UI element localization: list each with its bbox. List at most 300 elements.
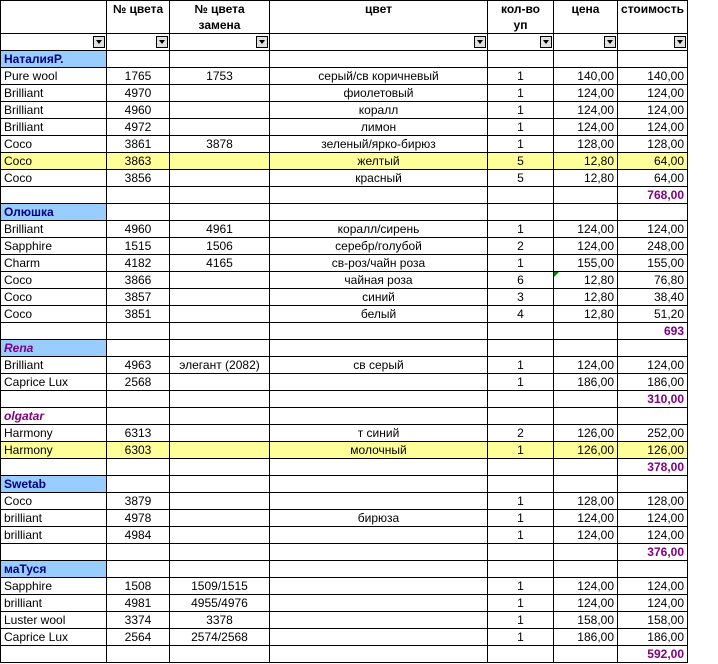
empty-cell[interactable] bbox=[554, 340, 618, 357]
filter-cell bbox=[618, 34, 688, 51]
color-number-cell[interactable]: 3879 bbox=[107, 493, 170, 510]
price-cell[interactable]: 12,80 bbox=[554, 289, 618, 306]
quantity-cell[interactable]: 5 bbox=[488, 170, 554, 187]
total-cost-cell[interactable]: 378,00 bbox=[618, 459, 688, 476]
color-number-cell[interactable]: 3857 bbox=[107, 289, 170, 306]
empty-cell[interactable] bbox=[488, 561, 554, 578]
replacement-cell[interactable]: 4961 bbox=[170, 221, 270, 238]
product-cell[interactable]: Caprice Lux bbox=[1, 374, 107, 391]
color-name-cell[interactable]: синий bbox=[270, 289, 488, 306]
color-number-cell[interactable]: 3866 bbox=[107, 272, 170, 289]
total-cost-cell[interactable]: 592,00 bbox=[618, 646, 688, 663]
table-row bbox=[1, 170, 688, 187]
price-cell[interactable]: 12,80 bbox=[554, 272, 618, 289]
replacement-cell[interactable]: 1506 bbox=[170, 238, 270, 255]
customer-name[interactable]: Swetab bbox=[1, 476, 107, 493]
quantity-cell[interactable]: 1 bbox=[488, 119, 554, 136]
empty-cell[interactable] bbox=[270, 476, 488, 493]
total-row bbox=[1, 187, 688, 204]
quantity-cell[interactable]: 1 bbox=[488, 629, 554, 646]
cost-cell[interactable]: 186,00 bbox=[618, 629, 688, 646]
quantity-cell[interactable]: 1 bbox=[488, 374, 554, 391]
quantity-cell[interactable]: 3 bbox=[488, 289, 554, 306]
product-cell[interactable]: brilliant bbox=[1, 527, 107, 544]
quantity-cell[interactable]: 1 bbox=[488, 442, 554, 459]
empty-cell[interactable] bbox=[170, 408, 270, 425]
header-color-replacement: № цвета bbox=[170, 1, 270, 18]
price-cell[interactable]: 124,00 bbox=[554, 527, 618, 544]
empty-cell[interactable] bbox=[554, 544, 618, 561]
quantity-cell[interactable]: 1 bbox=[488, 578, 554, 595]
replacement-cell[interactable] bbox=[170, 153, 270, 170]
table-row bbox=[1, 85, 688, 102]
empty-cell[interactable] bbox=[1, 323, 107, 340]
total-row bbox=[1, 323, 688, 340]
filter-dropdown-icon[interactable] bbox=[604, 36, 616, 48]
color-name-cell[interactable]: фиолетовый bbox=[270, 85, 488, 102]
color-number-cell[interactable]: 4960 bbox=[107, 221, 170, 238]
empty-cell[interactable] bbox=[170, 204, 270, 221]
empty-cell[interactable] bbox=[618, 561, 688, 578]
empty-cell[interactable] bbox=[270, 187, 488, 204]
color-number-cell[interactable]: 4970 bbox=[107, 85, 170, 102]
empty-cell[interactable] bbox=[554, 459, 618, 476]
color-number-cell[interactable]: 1508 bbox=[107, 578, 170, 595]
replacement-cell[interactable]: 4165 bbox=[170, 255, 270, 272]
empty-cell[interactable] bbox=[1, 646, 107, 663]
cost-cell[interactable]: 124,00 bbox=[618, 119, 688, 136]
replacement-cell[interactable] bbox=[170, 272, 270, 289]
color-name-cell[interactable]: серый/св коричневый bbox=[270, 68, 488, 85]
cost-cell[interactable]: 186,00 bbox=[618, 374, 688, 391]
replacement-cell[interactable] bbox=[170, 119, 270, 136]
empty-cell[interactable] bbox=[488, 476, 554, 493]
header-color-number: № цвета bbox=[107, 1, 170, 18]
product-cell[interactable]: Charm bbox=[1, 255, 107, 272]
product-cell[interactable]: Coco bbox=[1, 289, 107, 306]
product-cell[interactable]: Brilliant bbox=[1, 357, 107, 374]
empty-cell[interactable] bbox=[107, 340, 170, 357]
empty-cell[interactable] bbox=[270, 391, 488, 408]
price-cell[interactable]: 124,00 bbox=[554, 595, 618, 612]
color-name-cell[interactable] bbox=[270, 595, 488, 612]
empty-cell[interactable] bbox=[107, 187, 170, 204]
quantity-cell[interactable]: 2 bbox=[488, 425, 554, 442]
product-cell[interactable]: Pure wool bbox=[1, 68, 107, 85]
quantity-cell[interactable]: 4 bbox=[488, 306, 554, 323]
empty-cell[interactable] bbox=[554, 323, 618, 340]
empty-cell[interactable] bbox=[488, 391, 554, 408]
empty-cell[interactable] bbox=[488, 646, 554, 663]
color-number-cell[interactable]: 1515 bbox=[107, 238, 170, 255]
color-name-cell[interactable]: молочный bbox=[270, 442, 488, 459]
empty-cell[interactable] bbox=[107, 408, 170, 425]
price-cell[interactable]: 186,00 bbox=[554, 629, 618, 646]
table-row bbox=[1, 68, 688, 85]
color-name-cell[interactable] bbox=[270, 374, 488, 391]
product-cell[interactable]: Coco bbox=[1, 136, 107, 153]
color-name-cell[interactable]: зеленый/ярко-бирюз bbox=[270, 136, 488, 153]
product-cell[interactable]: Harmony bbox=[1, 425, 107, 442]
replacement-cell[interactable] bbox=[170, 442, 270, 459]
empty-cell[interactable] bbox=[270, 544, 488, 561]
replacement-cell[interactable]: 2574/2568 bbox=[170, 629, 270, 646]
cost-cell[interactable]: 51,20 bbox=[618, 306, 688, 323]
empty-cell[interactable] bbox=[554, 187, 618, 204]
total-cost-cell[interactable]: 693 bbox=[618, 323, 688, 340]
empty-cell[interactable] bbox=[618, 51, 688, 68]
color-name-cell[interactable]: красный bbox=[270, 170, 488, 187]
cost-cell[interactable]: 64,00 bbox=[618, 153, 688, 170]
empty-cell[interactable] bbox=[554, 476, 618, 493]
customer-row bbox=[1, 51, 688, 68]
price-cell[interactable]: 186,00 bbox=[554, 374, 618, 391]
replacement-cell[interactable]: 3378 bbox=[170, 612, 270, 629]
empty-cell[interactable] bbox=[1, 544, 107, 561]
cost-cell[interactable]: 124,00 bbox=[618, 527, 688, 544]
empty-cell[interactable] bbox=[488, 187, 554, 204]
replacement-cell[interactable]: 1509/1515 bbox=[170, 578, 270, 595]
quantity-cell[interactable]: 1 bbox=[488, 510, 554, 527]
table-row bbox=[1, 102, 688, 119]
empty-cell[interactable] bbox=[1, 391, 107, 408]
customer-name[interactable]: olgatar bbox=[1, 408, 107, 425]
replacement-cell[interactable] bbox=[170, 85, 270, 102]
product-cell[interactable]: Luster wool bbox=[1, 612, 107, 629]
total-row bbox=[1, 391, 688, 408]
empty-cell[interactable] bbox=[170, 340, 270, 357]
empty-cell[interactable] bbox=[618, 476, 688, 493]
filter-dropdown-icon[interactable] bbox=[93, 36, 105, 48]
color-name-cell[interactable] bbox=[270, 578, 488, 595]
filter-cell bbox=[554, 34, 618, 51]
price-cell[interactable]: 124,00 bbox=[554, 85, 618, 102]
cost-cell[interactable]: 124,00 bbox=[618, 357, 688, 374]
product-cell[interactable]: Brilliant bbox=[1, 221, 107, 238]
table-row bbox=[1, 527, 688, 544]
color-number-cell[interactable]: 4960 bbox=[107, 102, 170, 119]
header-product bbox=[1, 1, 107, 18]
color-name-cell[interactable]: бирюза bbox=[270, 510, 488, 527]
customer-row bbox=[1, 408, 688, 425]
replacement-cell[interactable]: элегант (2082) bbox=[170, 357, 270, 374]
cost-cell[interactable]: 128,00 bbox=[618, 493, 688, 510]
quantity-cell[interactable]: 1 bbox=[488, 357, 554, 374]
product-cell[interactable]: Coco bbox=[1, 493, 107, 510]
empty-cell[interactable] bbox=[270, 323, 488, 340]
empty-cell[interactable] bbox=[170, 391, 270, 408]
empty-cell[interactable] bbox=[554, 408, 618, 425]
replacement-cell[interactable] bbox=[170, 374, 270, 391]
replacement-cell[interactable] bbox=[170, 510, 270, 527]
empty-cell[interactable] bbox=[488, 459, 554, 476]
table-row bbox=[1, 442, 688, 459]
header-color-replacement-2: замена bbox=[170, 17, 270, 34]
empty-cell[interactable] bbox=[170, 544, 270, 561]
quantity-cell[interactable]: 6 bbox=[488, 272, 554, 289]
quantity-cell[interactable]: 1 bbox=[488, 493, 554, 510]
price-cell[interactable]: 124,00 bbox=[554, 578, 618, 595]
empty-cell[interactable] bbox=[1, 187, 107, 204]
cost-cell[interactable]: 252,00 bbox=[618, 425, 688, 442]
quantity-cell[interactable]: 1 bbox=[488, 255, 554, 272]
empty-cell[interactable] bbox=[270, 561, 488, 578]
quantity-cell[interactable]: 2 bbox=[488, 238, 554, 255]
replacement-cell[interactable] bbox=[170, 306, 270, 323]
color-number-cell[interactable]: 3861 bbox=[107, 136, 170, 153]
quantity-cell[interactable]: 1 bbox=[488, 221, 554, 238]
filter-dropdown-icon[interactable] bbox=[156, 36, 168, 48]
total-cost-cell[interactable]: 768,00 bbox=[618, 187, 688, 204]
color-name-cell[interactable] bbox=[270, 612, 488, 629]
cost-cell[interactable]: 248,00 bbox=[618, 238, 688, 255]
empty-cell[interactable] bbox=[270, 459, 488, 476]
color-number-cell[interactable]: 4963 bbox=[107, 357, 170, 374]
filter-dropdown-icon[interactable] bbox=[540, 36, 552, 48]
product-cell[interactable]: Caprice Lux bbox=[1, 629, 107, 646]
table-row bbox=[1, 119, 688, 136]
replacement-cell[interactable] bbox=[170, 170, 270, 187]
cost-cell[interactable]: 158,00 bbox=[618, 612, 688, 629]
filter-dropdown-icon[interactable] bbox=[674, 36, 686, 48]
color-number-cell[interactable]: 4972 bbox=[107, 119, 170, 136]
color-name-cell[interactable]: серебр/голубой bbox=[270, 238, 488, 255]
price-cell[interactable]: 124,00 bbox=[554, 119, 618, 136]
table-row bbox=[1, 595, 688, 612]
quantity-cell[interactable]: 1 bbox=[488, 68, 554, 85]
product-cell[interactable]: Sapphire bbox=[1, 578, 107, 595]
color-number-cell[interactable]: 4978 bbox=[107, 510, 170, 527]
cost-cell[interactable]: 126,00 bbox=[618, 442, 688, 459]
color-number-cell[interactable]: 4182 bbox=[107, 255, 170, 272]
filter-dropdown-icon[interactable] bbox=[474, 36, 486, 48]
empty-cell[interactable] bbox=[488, 204, 554, 221]
color-name-cell[interactable]: белый bbox=[270, 306, 488, 323]
customer-name[interactable]: Rena bbox=[1, 340, 107, 357]
color-name-cell[interactable] bbox=[270, 527, 488, 544]
empty-cell[interactable] bbox=[107, 204, 170, 221]
color-name-cell[interactable]: т синий bbox=[270, 425, 488, 442]
replacement-cell[interactable] bbox=[170, 425, 270, 442]
color-number-cell[interactable]: 3851 bbox=[107, 306, 170, 323]
color-number-cell[interactable]: 4984 bbox=[107, 527, 170, 544]
table-row bbox=[1, 510, 688, 527]
empty-cell[interactable] bbox=[170, 646, 270, 663]
quantity-cell[interactable]: 1 bbox=[488, 527, 554, 544]
product-cell[interactable]: Coco bbox=[1, 306, 107, 323]
color-name-cell[interactable]: коралл bbox=[270, 102, 488, 119]
price-cell[interactable]: 12,80 bbox=[554, 306, 618, 323]
quantity-cell[interactable]: 1 bbox=[488, 595, 554, 612]
price-cell[interactable]: 140,00 bbox=[554, 68, 618, 85]
price-cell[interactable]: 155,00 bbox=[554, 255, 618, 272]
color-name-cell[interactable] bbox=[270, 493, 488, 510]
price-cell[interactable]: 128,00 bbox=[554, 493, 618, 510]
empty-cell[interactable] bbox=[107, 544, 170, 561]
price-cell[interactable]: 158,00 bbox=[554, 612, 618, 629]
color-name-cell[interactable]: св серый bbox=[270, 357, 488, 374]
table-row bbox=[1, 374, 688, 391]
product-cell[interactable]: brilliant bbox=[1, 595, 107, 612]
color-name-cell[interactable]: коралл/сирень bbox=[270, 221, 488, 238]
total-row bbox=[1, 646, 688, 663]
quantity-cell[interactable]: 1 bbox=[488, 85, 554, 102]
empty-cell[interactable] bbox=[618, 408, 688, 425]
quantity-cell[interactable]: 1 bbox=[488, 136, 554, 153]
table-row bbox=[1, 272, 688, 289]
error-indicator-icon bbox=[554, 272, 559, 277]
header-quantity-2: уп bbox=[488, 17, 554, 34]
empty-cell[interactable] bbox=[488, 340, 554, 357]
table-row bbox=[1, 221, 688, 238]
empty-cell[interactable] bbox=[107, 646, 170, 663]
empty-cell[interactable] bbox=[554, 51, 618, 68]
total-cost-cell[interactable]: 310,00 bbox=[618, 391, 688, 408]
filter-cell bbox=[1, 34, 107, 51]
product-cell[interactable]: Brilliant bbox=[1, 119, 107, 136]
filter-cell bbox=[488, 34, 554, 51]
total-row bbox=[1, 459, 688, 476]
replacement-cell[interactable]: 4955/4976 bbox=[170, 595, 270, 612]
empty-cell[interactable] bbox=[270, 51, 488, 68]
cost-cell[interactable]: 124,00 bbox=[618, 85, 688, 102]
empty-cell[interactable] bbox=[488, 408, 554, 425]
color-number-cell[interactable]: 3856 bbox=[107, 170, 170, 187]
table-row bbox=[1, 289, 688, 306]
cost-cell[interactable]: 76,80 bbox=[618, 272, 688, 289]
color-number-cell[interactable]: 1765 bbox=[107, 68, 170, 85]
cost-cell[interactable]: 155,00 bbox=[618, 255, 688, 272]
empty-cell[interactable] bbox=[270, 340, 488, 357]
empty-cell[interactable] bbox=[1, 459, 107, 476]
replacement-cell[interactable] bbox=[170, 493, 270, 510]
cost-cell[interactable]: 124,00 bbox=[618, 221, 688, 238]
quantity-cell[interactable]: 5 bbox=[488, 153, 554, 170]
color-name-cell[interactable]: лимон bbox=[270, 119, 488, 136]
cost-cell[interactable]: 124,00 bbox=[618, 595, 688, 612]
table-row bbox=[1, 136, 688, 153]
price-cell[interactable]: 126,00 bbox=[554, 442, 618, 459]
cost-cell[interactable]: 124,00 bbox=[618, 102, 688, 119]
empty-cell[interactable] bbox=[618, 204, 688, 221]
header-color: цвет bbox=[270, 1, 488, 18]
replacement-cell[interactable] bbox=[170, 289, 270, 306]
empty-cell[interactable] bbox=[554, 561, 618, 578]
total-cost-cell[interactable]: 376,00 bbox=[618, 544, 688, 561]
product-cell[interactable]: Harmony bbox=[1, 442, 107, 459]
empty-cell[interactable] bbox=[170, 561, 270, 578]
customer-row bbox=[1, 561, 688, 578]
replacement-cell[interactable]: 3878 bbox=[170, 136, 270, 153]
table-row bbox=[1, 153, 688, 170]
quantity-cell[interactable]: 1 bbox=[488, 102, 554, 119]
customer-name[interactable]: маТуся bbox=[1, 561, 107, 578]
filter-dropdown-icon[interactable] bbox=[256, 36, 268, 48]
color-name-cell[interactable]: св-роз/чайн роза bbox=[270, 255, 488, 272]
price-cell[interactable]: 124,00 bbox=[554, 221, 618, 238]
replacement-cell[interactable] bbox=[170, 102, 270, 119]
empty-cell[interactable] bbox=[270, 408, 488, 425]
price-cell[interactable]: 12,80 bbox=[554, 170, 618, 187]
product-cell[interactable]: brilliant bbox=[1, 510, 107, 527]
header-price: цена bbox=[554, 1, 618, 18]
customer-name[interactable]: НаталияР. bbox=[1, 51, 107, 68]
empty-cell[interactable] bbox=[270, 204, 488, 221]
header-quantity: кол-во bbox=[488, 1, 554, 18]
color-number-cell[interactable]: 2564 bbox=[107, 629, 170, 646]
empty-cell[interactable] bbox=[488, 323, 554, 340]
cost-cell[interactable]: 124,00 bbox=[618, 510, 688, 527]
empty-cell[interactable] bbox=[107, 561, 170, 578]
cost-cell[interactable]: 140,00 bbox=[618, 68, 688, 85]
product-cell[interactable]: Coco bbox=[1, 153, 107, 170]
empty-cell[interactable] bbox=[554, 646, 618, 663]
customer-name[interactable]: Олюшка bbox=[1, 204, 107, 221]
empty-cell[interactable] bbox=[170, 459, 270, 476]
empty-cell[interactable] bbox=[107, 391, 170, 408]
cost-cell[interactable]: 124,00 bbox=[618, 578, 688, 595]
empty-cell[interactable] bbox=[488, 51, 554, 68]
color-number-cell[interactable]: 2568 bbox=[107, 374, 170, 391]
customer-row bbox=[1, 340, 688, 357]
price-cell[interactable]: 124,00 bbox=[554, 238, 618, 255]
product-cell[interactable]: Brilliant bbox=[1, 102, 107, 119]
product-cell[interactable]: Sapphire bbox=[1, 238, 107, 255]
replacement-cell[interactable] bbox=[170, 527, 270, 544]
filter-cell bbox=[270, 34, 488, 51]
color-number-cell[interactable]: 6303 bbox=[107, 442, 170, 459]
cost-cell[interactable]: 128,00 bbox=[618, 136, 688, 153]
empty-cell[interactable] bbox=[107, 51, 170, 68]
price-cell[interactable]: 124,00 bbox=[554, 510, 618, 527]
color-number-cell[interactable]: 3863 bbox=[107, 153, 170, 170]
empty-cell[interactable] bbox=[554, 391, 618, 408]
table-row bbox=[1, 306, 688, 323]
cost-cell[interactable]: 38,40 bbox=[618, 289, 688, 306]
empty-cell[interactable] bbox=[107, 476, 170, 493]
price-cell[interactable]: 12,80 bbox=[554, 153, 618, 170]
color-number-cell[interactable]: 6313 bbox=[107, 425, 170, 442]
color-number-cell[interactable]: 4981 bbox=[107, 595, 170, 612]
filter-cell bbox=[170, 34, 270, 51]
cost-cell[interactable]: 64,00 bbox=[618, 170, 688, 187]
product-cell[interactable]: Coco bbox=[1, 170, 107, 187]
color-number-cell[interactable]: 3374 bbox=[107, 612, 170, 629]
color-name-cell[interactable] bbox=[270, 629, 488, 646]
empty-cell[interactable] bbox=[554, 204, 618, 221]
table-row bbox=[1, 255, 688, 272]
empty-cell[interactable] bbox=[170, 51, 270, 68]
product-cell[interactable]: Brilliant bbox=[1, 85, 107, 102]
quantity-cell[interactable]: 1 bbox=[488, 612, 554, 629]
empty-cell[interactable] bbox=[170, 323, 270, 340]
replacement-cell[interactable]: 1753 bbox=[170, 68, 270, 85]
empty-cell[interactable] bbox=[107, 323, 170, 340]
price-cell[interactable]: 128,00 bbox=[554, 136, 618, 153]
product-cell[interactable]: Coco bbox=[1, 272, 107, 289]
empty-cell[interactable] bbox=[488, 544, 554, 561]
empty-cell[interactable] bbox=[170, 187, 270, 204]
color-name-cell[interactable]: чайная роза bbox=[270, 272, 488, 289]
empty-cell[interactable] bbox=[618, 340, 688, 357]
empty-cell[interactable] bbox=[270, 646, 488, 663]
color-name-cell[interactable]: желтый bbox=[270, 153, 488, 170]
price-cell[interactable]: 124,00 bbox=[554, 357, 618, 374]
empty-cell[interactable] bbox=[170, 476, 270, 493]
price-cell[interactable]: 124,00 bbox=[554, 102, 618, 119]
price-cell[interactable]: 126,00 bbox=[554, 425, 618, 442]
empty-cell[interactable] bbox=[107, 459, 170, 476]
